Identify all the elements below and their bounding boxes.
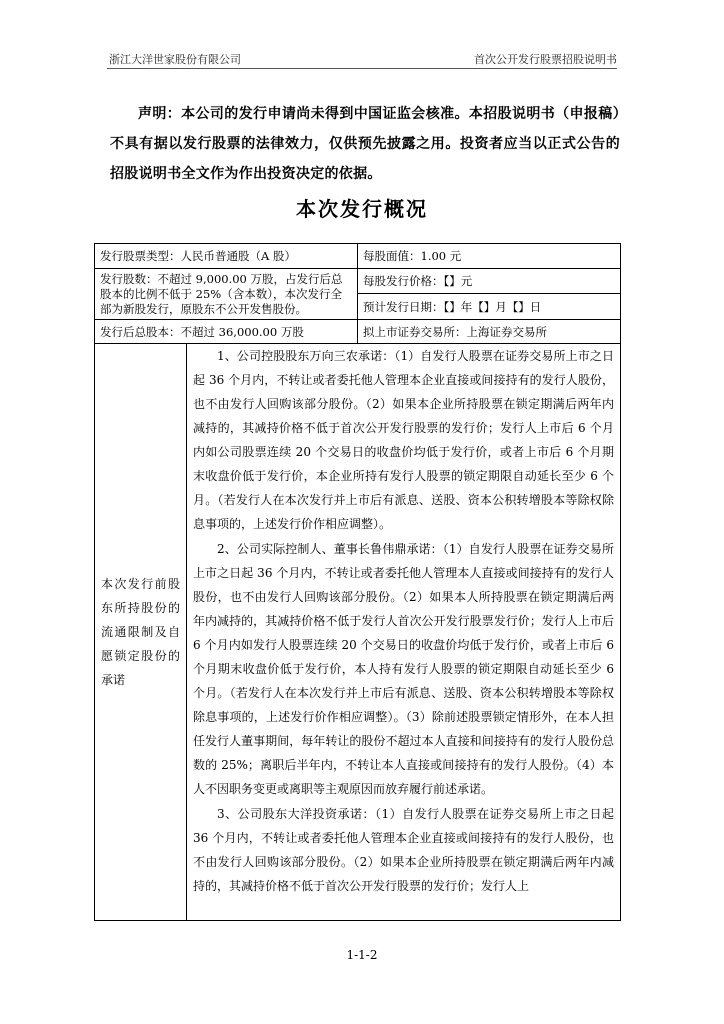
issue-price-cell: 每股发行价格：【】元 (358, 269, 621, 294)
issue-date-cell: 预计发行日期：【】年【】月【】日 (358, 294, 621, 320)
exchange-cell: 拟上市证券交易所：上海证券交易所 (358, 320, 621, 344)
page-header (107, 51, 617, 69)
stock-type-cell: 发行股票类型：人民币普通股（A 股） (95, 244, 358, 269)
commitment-paragraph-1: 1、公司控股股东万向三农承诺：（1）自发行人股票在证券交易所上市之日起 36 个月内，不转让或者委托他人管理本企业直接或间接持有的发行人股份，也不由发行人回购该部分股份。（2）如果本企业所持股票在锁定期满后两年内减持的，其减持价格不低于首次公开发行股票的发行价；发行人上市后 6 个月内如公司股票连续 20 个交易日的收盘价均低于发行价，或者上市后 6 个月期末收盘价低于发行价，本企业所持有发行人股票的锁定期限自动延长至少 6 个月。（若发行人在本次发行并上市后有派息、送股、资本公积转增股本等除权除息事项的，上述发行价作相应调整）。 (193, 349, 614, 531)
page-number: 1-1-2 (346, 948, 378, 962)
issue-shares-cell: 发行股数：不超过 9,000.00 万股，占发行后总股本的比例不低于 25%（含本数），本次发行全部为新股发行，原股东不公开发售股份。 (95, 269, 358, 320)
offering-summary-table (94, 243, 621, 921)
commitment-paragraph-3: 3、公司股东大洋投资承诺：（1）自发行人股票在证券交易所上市之日起 36 个月内，不转让或者委托他人管理本企业直接或间接持有的发行人股份，也不由发行人回购该部分股份。（2）如果本企业所持股票在锁定期满后两年内减持的，其减持价格不低于首次公开发行股票的发行价；发行人上 (193, 807, 614, 893)
commitment-paragraph-2: 2、公司实际控制人、董事长鲁伟鼎承诺：（1）自发行人股票在证券交易所上市之日起 36 个月内，不转让或者委托他人管理本人直接或间接持有的发行人股份，也不由发行人回购该部分股份。（2）如果本人所持股票在锁定期满后两年内减持的，其减持价格不低于发行人首次公开发行股票发行价；发行人上市后 6 个月内如发行人股票连续 20 个交易日的收盘价均低于发行价，或者上市后 6 个月期末收盘价低于发行价，本人持有发行人股票的锁定期限自动延长至少 6 个月。（若发行人在本次发行并上市后有派息、送股、资本公积转增股本等除权除息事项的，上述发行价作相应调整）。（3）除前述股票锁定情形外，在本人担任发行人董事期间，每年转让的股份不超过本人直接和间接持有的发行人股份总数的 25%；离职后半年内，不转让本人直接或间接持有的发行人股份。（4）本人不因职务变更或离职等主观原因而放弃履行前述承诺。 (193, 542, 614, 796)
par-value-cell: 每股面值：1.00 元 (358, 244, 621, 269)
header-company: 浙江大洋世家股份有限公司 (109, 53, 241, 66)
total-shares-cell: 发行后总股本：不超过 36,000.00 万股 (95, 320, 358, 344)
lockup-commitments-cell (187, 344, 621, 921)
disclaimer-statement: 声明：本公司的发行申请尚未得到中国证监会核准。本招股说明书（申报稿）不具有据以发行股票的法律效力，仅供预先披露之用。投资者应当以正式公告的招股说明书全文作为作出投资决定的依据。 (110, 106, 620, 182)
page-title: 本次发行概况 (296, 197, 428, 221)
header-doc-name: 首次公开发行股票招股说明书 (474, 53, 617, 66)
lockup-label-cell: 本次发行前股东所持股份的流通限制及自愿锁定股份的承诺 (95, 344, 187, 921)
